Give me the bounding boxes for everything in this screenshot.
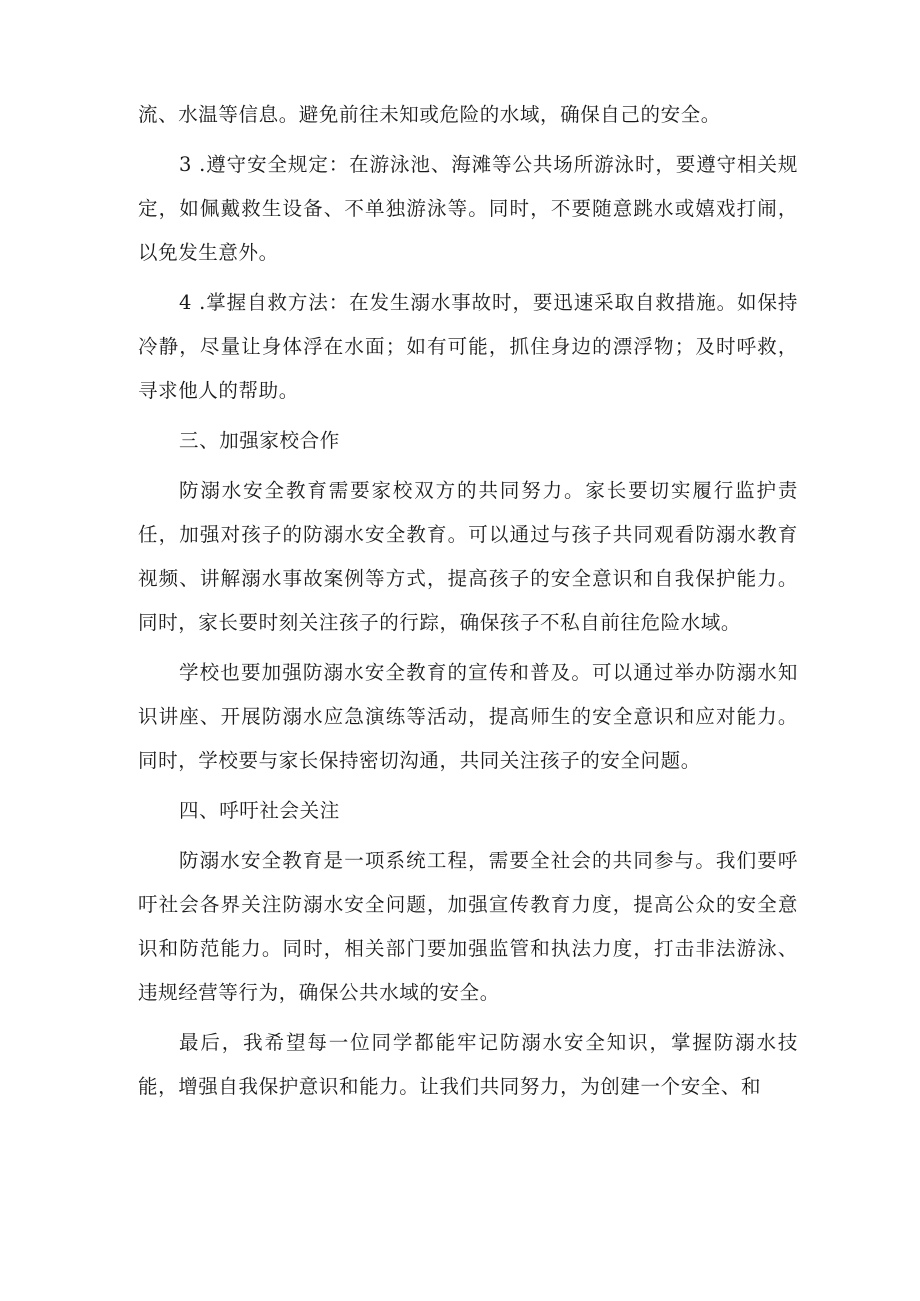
paragraph-closing: 最后，我希望每一位同学都能牢记防溺水安全知识，掌握防溺水技能，增强自我保护意识和能力。让我们共同努力，为创建一个安全、和 — [138, 1031, 798, 1098]
paragraph-continuation: 流、水温等信息。避免前往未知或危险的水域，确保自己的安全。 — [138, 103, 721, 126]
paragraph-parents: 防溺水安全教育需要家校双方的共同努力。家长要切实履行监护责任，加强对孩子的防溺水安全教育。可以通过与孩子共同观看防溺水教育视频、讲解溺水事故案例等方式，提高孩子的安全意识和自我保护能力。同时，家长要时刻关注孩子的行踪，确保孩子不私自前往危险水域。 — [138, 479, 798, 634]
paragraph-society: 防溺水安全教育是一项系统工程，需要全社会的共同参与。我们要呼吁社会各界关注防溺水安全问题，加强宣传教育力度，提高公众的安全意识和防范能力。同时，相关部门要加强监管和执法力度，打击非法游泳、违规经营等行为，确保公共水域的安全。 — [138, 849, 798, 1004]
section-heading-society: 四、呼吁社会关注 — [179, 799, 340, 822]
document-body — [138, 93, 798, 1109]
section-heading-home-school: 三、加强家校合作 — [179, 429, 340, 452]
paragraph-school: 学校也要加强防溺水安全教育的宣传和普及。可以通过举办防溺水知识讲座、开展防溺水应急演练等活动，提高师生的安全意识和应对能力。同时，学校要与家长保持密切沟通，共同关注孩子的安全问题。 — [138, 661, 798, 772]
paragraph-item-3-safety-rules: 3 .遵守安全规定：在游泳池、海滩等公共场所游泳时，要遵守相关规定，如佩戴救生设备、不单独游泳等。同时，不要随意跳水或嬉戏打闹，以免发生意外。 — [138, 153, 798, 264]
paragraph-item-4-self-rescue: 4 .掌握自救方法：在发生溺水事故时，要迅速采取自救措施。如保持冷静，尽量让身体浮在水面；如有可能，抓住身边的漂浮物；及时呼救，寻求他人的帮助。 — [138, 291, 798, 402]
